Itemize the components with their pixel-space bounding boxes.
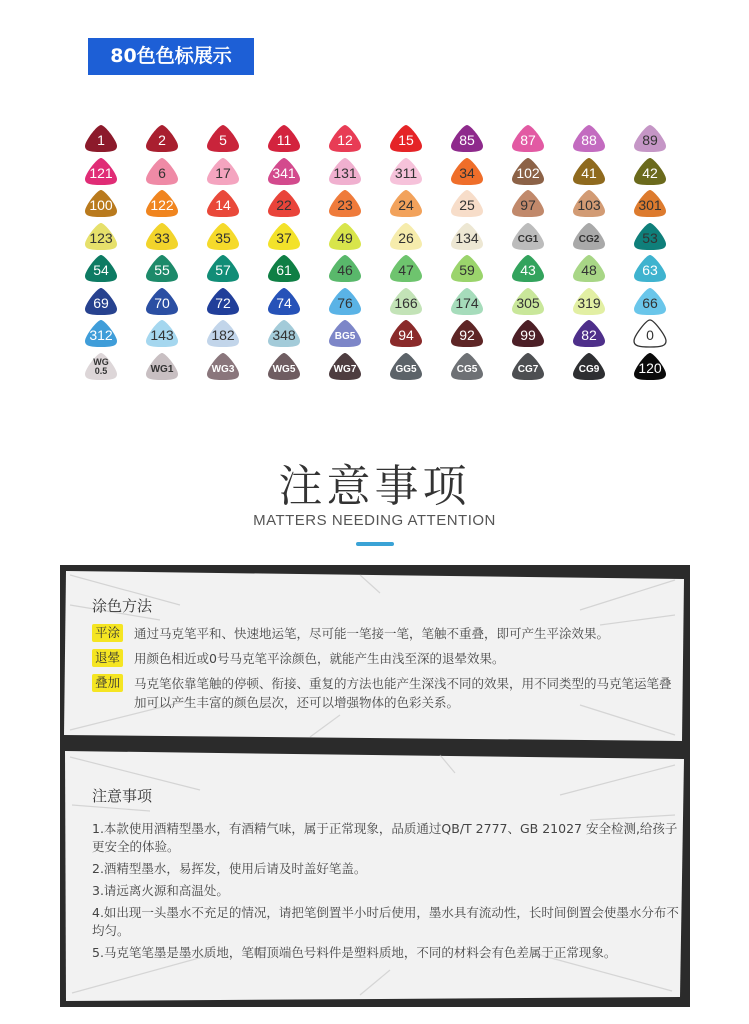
note-item: 4.如出现一头墨水不充足的情况，请把笔倒置半小时后使用，墨水具有流动性，长时间倒置会使墨水分布不均匀。 bbox=[92, 905, 679, 938]
color-swatch bbox=[571, 123, 607, 153]
color-swatch bbox=[632, 286, 668, 316]
swatch-label: 6 bbox=[158, 164, 166, 181]
color-swatch bbox=[266, 318, 302, 348]
swatch-label: 57 bbox=[215, 262, 231, 278]
color-swatch bbox=[83, 221, 119, 251]
swatch-label: 305 bbox=[516, 294, 540, 311]
color-swatch bbox=[571, 188, 607, 218]
technique-row bbox=[92, 624, 672, 643]
color-swatch bbox=[571, 351, 607, 381]
swatch-label: GG5 bbox=[395, 363, 417, 375]
color-swatch bbox=[144, 123, 180, 153]
color-swatch bbox=[632, 253, 668, 283]
color-swatch bbox=[83, 286, 119, 316]
technique-text: 马克笔依靠笔触的停顿、衔接、重复的方法也能产生深浅不同的效果，用不同类型的马克笔运笔叠加可以产生丰富的颜色层次，还可以增强物体的色彩关系。 bbox=[134, 676, 672, 710]
swatch-label: 70 bbox=[154, 294, 170, 311]
section-title: 注意事项 bbox=[278, 461, 471, 512]
swatch-label: 92 bbox=[459, 327, 475, 343]
color-swatch bbox=[144, 286, 180, 316]
color-swatch bbox=[83, 351, 119, 381]
swatch-label: WG 0.5 bbox=[93, 356, 109, 376]
color-swatch bbox=[449, 156, 485, 186]
swatch-label: 2 bbox=[158, 132, 166, 148]
color-swatch bbox=[144, 318, 180, 348]
swatch-label: 15 bbox=[398, 132, 414, 148]
color-swatch bbox=[83, 156, 119, 186]
swatch-label: 59 bbox=[459, 262, 475, 278]
color-swatch bbox=[205, 156, 241, 186]
swatch-label: 131 bbox=[333, 164, 357, 181]
swatch-label: 121 bbox=[89, 164, 113, 181]
color-swatch bbox=[327, 156, 363, 186]
swatch-label: 46 bbox=[337, 262, 353, 278]
color-swatch bbox=[388, 351, 424, 381]
color-swatch bbox=[205, 253, 241, 283]
painting-method-heading: 涂色方法 bbox=[92, 597, 153, 615]
swatch-label: 311 bbox=[394, 164, 418, 181]
swatch-label: 26 bbox=[398, 229, 414, 246]
color-swatch bbox=[266, 221, 302, 251]
color-swatch bbox=[632, 318, 668, 348]
swatch-label: 319 bbox=[577, 294, 601, 311]
color-swatch bbox=[144, 156, 180, 186]
swatch-label: 17 bbox=[215, 164, 231, 181]
swatch-label: 55 bbox=[154, 262, 170, 278]
painting-method-panel bbox=[60, 565, 690, 750]
color-swatch bbox=[449, 123, 485, 153]
color-swatch bbox=[327, 253, 363, 283]
color-swatch bbox=[327, 123, 363, 153]
color-swatch bbox=[632, 188, 668, 218]
technique-text: 通过马克笔平和、快速地运笔，尽可能一笔接一笔，笔触不重叠，即可产生平涂效果。 bbox=[134, 626, 610, 641]
color-swatch bbox=[266, 351, 302, 381]
color-swatch bbox=[571, 221, 607, 251]
color-swatch bbox=[327, 221, 363, 251]
swatch-label: 102 bbox=[516, 164, 540, 181]
swatch-label: 123 bbox=[89, 229, 113, 246]
color-swatch bbox=[510, 188, 546, 218]
swatch-label: 61 bbox=[276, 262, 292, 278]
swatch-label: 97 bbox=[520, 197, 536, 213]
swatch-label: 41 bbox=[581, 164, 597, 181]
color-swatch bbox=[571, 156, 607, 186]
swatch-label: 88 bbox=[581, 132, 597, 148]
swatch-label: 348 bbox=[272, 327, 296, 343]
color-swatch bbox=[571, 286, 607, 316]
color-swatch bbox=[144, 351, 180, 381]
swatch-label: 1 bbox=[97, 132, 105, 148]
section-subtitle: MATTERS NEEDING ATTENTION bbox=[253, 512, 496, 529]
swatch-label: 47 bbox=[398, 262, 414, 278]
swatch-label: 48 bbox=[581, 262, 597, 278]
swatch-label: 12 bbox=[337, 132, 353, 148]
color-swatch bbox=[632, 123, 668, 153]
technique-row bbox=[92, 674, 672, 712]
color-chart-badge: 80色色标展示 bbox=[88, 38, 254, 75]
note-item: 3.请远离火源和高温处。 bbox=[92, 883, 229, 898]
swatch-label: 82 bbox=[581, 327, 597, 343]
color-swatch bbox=[510, 253, 546, 283]
swatch-label: 103 bbox=[577, 197, 601, 213]
color-swatch bbox=[388, 253, 424, 283]
note-item: 2.酒精型墨水，易挥发，使用后请及时盖好笔盖。 bbox=[92, 861, 367, 876]
color-swatch bbox=[327, 286, 363, 316]
swatch-label: 87 bbox=[520, 132, 536, 148]
color-swatch bbox=[205, 188, 241, 218]
swatch-label: 53 bbox=[642, 229, 658, 246]
swatch-label: 24 bbox=[398, 197, 414, 213]
color-swatch bbox=[205, 123, 241, 153]
swatch-label: 49 bbox=[337, 229, 353, 246]
color-swatch bbox=[388, 318, 424, 348]
color-swatch bbox=[205, 318, 241, 348]
swatch-label: 100 bbox=[89, 197, 113, 213]
swatch-label: 22 bbox=[276, 197, 292, 213]
swatch-label: 85 bbox=[459, 132, 475, 148]
color-swatch bbox=[449, 351, 485, 381]
swatch-label: 182 bbox=[211, 327, 235, 343]
swatch-label: 301 bbox=[638, 197, 662, 213]
color-swatch bbox=[205, 351, 241, 381]
note-item: 1.本款使用酒精型墨水，有酒精气味，属于正常现象，品质通过QB/T 2777、GB 21027 安全检测,给孩子更安全的体验。 bbox=[92, 821, 678, 854]
swatch-label: 66 bbox=[642, 294, 658, 311]
swatch-grid bbox=[83, 123, 683, 383]
swatch-label: 143 bbox=[150, 327, 174, 343]
color-swatch bbox=[144, 253, 180, 283]
technique-row bbox=[92, 649, 672, 668]
swatch-label: 99 bbox=[520, 327, 536, 343]
swatch-label: 34 bbox=[459, 164, 475, 181]
color-swatch bbox=[388, 156, 424, 186]
swatch-label: 341 bbox=[272, 164, 296, 181]
notes-panel bbox=[60, 745, 690, 1007]
color-swatch bbox=[266, 123, 302, 153]
color-swatch bbox=[83, 318, 119, 348]
color-swatch bbox=[510, 156, 546, 186]
swatch-label: WG1 bbox=[150, 363, 174, 375]
swatch-label: 25 bbox=[459, 197, 475, 213]
swatch-label: 122 bbox=[150, 197, 174, 213]
color-swatch bbox=[266, 253, 302, 283]
technique-tag: 平涂 bbox=[92, 624, 123, 642]
color-swatch bbox=[632, 156, 668, 186]
color-swatch bbox=[388, 221, 424, 251]
swatch-label: 37 bbox=[276, 229, 292, 246]
note-item: 5.马克笔笔墨是墨水质地，笔帽顶端色号料件是塑料质地，不同的材料会有色差属于正常现象。 bbox=[92, 945, 617, 960]
swatch-label: 54 bbox=[93, 262, 109, 278]
swatch-label: 312 bbox=[89, 327, 113, 343]
swatch-label: 72 bbox=[215, 294, 231, 311]
color-swatch bbox=[266, 156, 302, 186]
color-swatch bbox=[571, 318, 607, 348]
color-swatch bbox=[327, 318, 363, 348]
color-swatch bbox=[388, 286, 424, 316]
swatch-label: 11 bbox=[276, 132, 292, 148]
swatch-label: CG2 bbox=[578, 233, 600, 245]
swatch-label: 42 bbox=[642, 164, 658, 181]
swatch-label: 94 bbox=[398, 327, 414, 343]
color-swatch bbox=[632, 221, 668, 251]
color-swatch bbox=[83, 188, 119, 218]
technique-text: 用颜色相近或0号马克笔平涂颜色，就能产生由浅至深的退晕效果。 bbox=[134, 651, 505, 666]
color-swatch bbox=[388, 123, 424, 153]
color-swatch bbox=[510, 123, 546, 153]
color-swatch bbox=[83, 253, 119, 283]
color-swatch bbox=[510, 318, 546, 348]
swatch-label: 0 bbox=[646, 327, 654, 343]
swatch-label: 174 bbox=[455, 294, 479, 311]
swatch-label: 76 bbox=[337, 294, 353, 311]
technique-tag: 退晕 bbox=[92, 649, 123, 667]
color-swatch bbox=[327, 351, 363, 381]
color-swatch bbox=[205, 221, 241, 251]
swatch-label: 166 bbox=[394, 294, 418, 311]
swatch-label: 23 bbox=[337, 197, 353, 213]
swatch-label: 14 bbox=[215, 197, 231, 213]
color-swatch bbox=[449, 188, 485, 218]
swatch-label: CG5 bbox=[456, 363, 478, 375]
color-swatch bbox=[449, 221, 485, 251]
swatch-label: 33 bbox=[154, 229, 170, 246]
color-swatch bbox=[449, 253, 485, 283]
swatch-label: 134 bbox=[455, 229, 479, 246]
swatch-label: 89 bbox=[642, 132, 658, 148]
color-swatch bbox=[449, 286, 485, 316]
color-swatch bbox=[510, 286, 546, 316]
color-swatch bbox=[205, 286, 241, 316]
swatch-label: 63 bbox=[642, 262, 658, 278]
swatch-label: BG5 bbox=[334, 331, 356, 342]
color-swatch bbox=[510, 221, 546, 251]
swatch-label: 74 bbox=[276, 294, 292, 311]
technique-tag: 叠加 bbox=[92, 674, 123, 692]
swatch-label: CG7 bbox=[517, 363, 539, 375]
swatch-label: WG5 bbox=[272, 363, 296, 375]
color-swatch bbox=[327, 188, 363, 218]
swatch-label: 120 bbox=[638, 359, 662, 376]
section-divider bbox=[356, 542, 394, 546]
color-swatch bbox=[266, 188, 302, 218]
swatch-label: CG9 bbox=[578, 363, 600, 375]
color-swatch bbox=[510, 351, 546, 381]
swatch-label: CG1 bbox=[517, 233, 539, 245]
swatch-label: 69 bbox=[93, 294, 109, 311]
color-swatch bbox=[388, 188, 424, 218]
swatch-label: 35 bbox=[215, 229, 231, 246]
color-swatch bbox=[144, 188, 180, 218]
color-swatch bbox=[449, 318, 485, 348]
swatch-label: 43 bbox=[520, 262, 536, 278]
color-swatch bbox=[571, 253, 607, 283]
notes-heading: 注意事项 bbox=[92, 787, 153, 805]
swatch-label: WG3 bbox=[211, 363, 235, 375]
color-swatch bbox=[83, 123, 119, 153]
swatch-label: 5 bbox=[219, 132, 227, 148]
color-swatch bbox=[266, 286, 302, 316]
color-swatch bbox=[632, 351, 668, 381]
swatch-label: WG7 bbox=[333, 363, 357, 375]
color-swatch bbox=[144, 221, 180, 251]
